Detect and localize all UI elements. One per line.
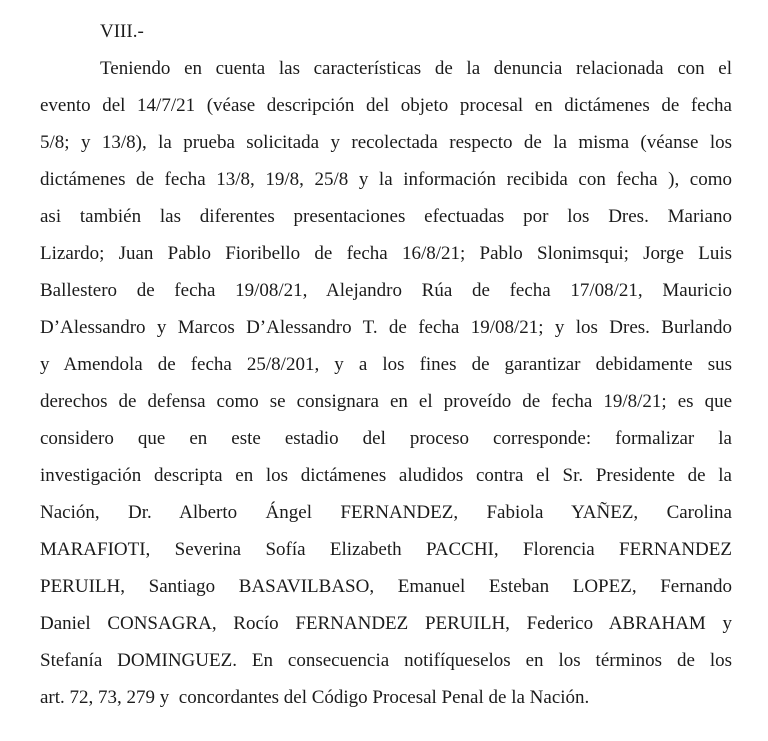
paragraph-line: Stefanía DOMINGUEZ. En consecuencia notifíqueselos en los términos de los xyxy=(40,650,732,671)
paragraph-line: D’Alessandro y Marcos D’Alessandro T. de fecha 19/08/21; y los Dres. Burlando xyxy=(40,317,732,338)
paragraph-line: art. 72, 73, 279 y concordantes del Código Procesal Penal de la Nación. xyxy=(40,687,590,708)
paragraph-line: Daniel CONSAGRA, Rocío FERNANDEZ PERUILH, Federico ABRAHAM y xyxy=(40,613,732,634)
paragraph-line: MARAFIOTI, Severina Sofía Elizabeth PACCHI, Florencia FERNANDEZ xyxy=(40,539,732,560)
paragraph-line: evento del 14/7/21 (véase descripción del objeto procesal en dictámenes de fecha xyxy=(40,95,732,116)
paragraph-line: derechos de defensa como se consignara en el proveído de fecha 19/8/21; es que xyxy=(40,391,732,412)
section-heading: VIII.- xyxy=(100,21,144,42)
paragraph-line: Ballestero de fecha 19/08/21, Alejandro Rúa de fecha 17/08/21, Mauricio xyxy=(40,280,732,301)
paragraph-line: asi también las diferentes presentaciones efectuadas por los Dres. Mariano xyxy=(40,206,732,227)
paragraph-line: investigación descripta en los dictámenes aludidos contra el Sr. Presidente de la xyxy=(40,465,732,486)
paragraph-line: 5/8; y 13/8), la prueba solicitada y recolectada respecto de la misma (véanse los xyxy=(40,132,732,153)
paragraph-line: Teniendo en cuenta las características de la denuncia relacionada con el xyxy=(100,58,732,79)
paragraph-line: dictámenes de fecha 13/8, 19/8, 25/8 y la información recibida con fecha ), como xyxy=(40,169,732,190)
paragraph-line: y Amendola de fecha 25/8/201, y a los fines de garantizar debidamente sus xyxy=(40,354,732,375)
paragraph-line: PERUILH, Santiago BASAVILBASO, Emanuel Esteban LOPEZ, Fernando xyxy=(40,576,732,597)
paragraph-line: considero que en este estadio del proceso corresponde: formalizar la xyxy=(40,428,732,449)
paragraph-line: Nación, Dr. Alberto Ángel FERNANDEZ, Fabiola YAÑEZ, Carolina xyxy=(40,502,732,523)
paragraph-line: Lizardo; Juan Pablo Fioribello de fecha 16/8/21; Pablo Slonimsqui; Jorge Luis xyxy=(40,243,732,264)
